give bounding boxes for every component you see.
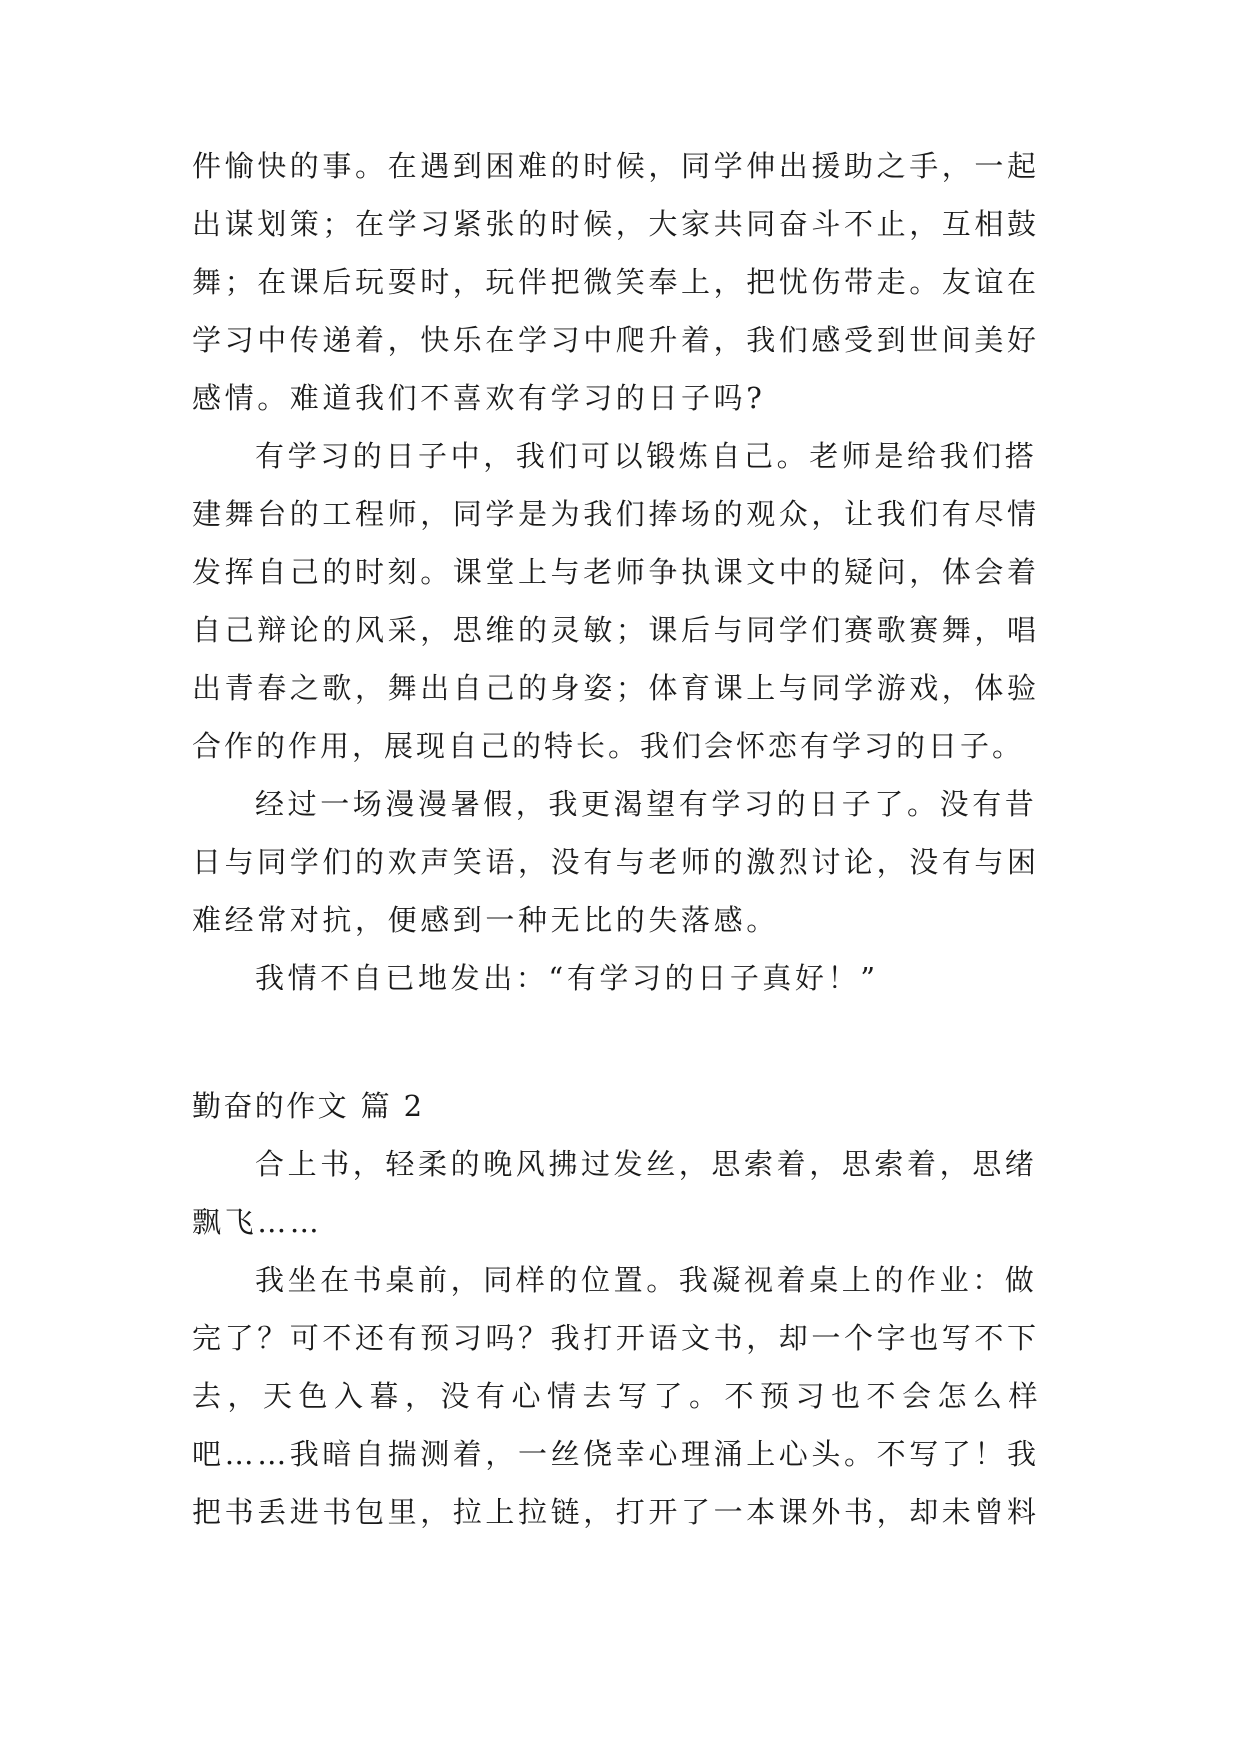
text-line: 去，天色入暮，没有心情去写了。不预习也不会怎么样 <box>192 1379 1045 1413</box>
text-line: 舞；在课后玩耍时，玩伴把微笑奉上，把忧伤带走。友谊在 <box>192 265 1040 299</box>
text-line: 难经常对抗，便感到一种无比的失落感。 <box>192 903 779 937</box>
text-line: 感情。难道我们不喜欢有学习的日子吗? <box>192 381 766 415</box>
text-line: 合作的作用，展现自己的特长。我们会怀恋有学习的日子。 <box>192 729 1025 763</box>
text-line: 自己辩论的风采，思维的灵敏；课后与同学们赛歌赛舞，唱 <box>192 613 1040 647</box>
text-line: 日与同学们的欢声笑语，没有与老师的激烈讨论，没有与困 <box>192 845 1040 879</box>
text-line: 发挥自己的时刻。课堂上与老师争执课文中的疑问，体会着 <box>192 555 1040 589</box>
paragraph-first-line: 我情不自已地发出：“有学习的日子真好！” <box>255 961 879 995</box>
text-line: 完了？可不还有预习吗？我打开语文书，却一个字也写不下 <box>192 1321 1040 1355</box>
text-line: 出谋划策；在学习紧张的时候，大家共同奋斗不止，互相鼓 <box>192 207 1040 241</box>
section-heading: 勤奋的作文 篇 2 <box>192 1089 425 1123</box>
text-line: 件愉快的事。在遇到困难的时候，同学伸出援助之手，一起 <box>192 149 1040 183</box>
text-line: 吧……我暗自揣测着，一丝侥幸心理涌上心头。不写了！我 <box>192 1437 1040 1471</box>
paragraph-first-line: 我坐在书桌前，同样的位置。我凝视着桌上的作业：做 <box>255 1263 1038 1297</box>
paragraph-first-line: 经过一场漫漫暑假，我更渴望有学习的日子了。没有昔 <box>255 787 1038 821</box>
text-line: 学习中传递着，快乐在学习中爬升着，我们感受到世间美好 <box>192 323 1040 357</box>
paragraph-first-line: 合上书，轻柔的晚风拂过发丝，思索着，思索着，思绪 <box>255 1147 1038 1181</box>
text-line: 飘飞…… <box>192 1205 323 1239</box>
text-line: 建舞台的工程师，同学是为我们捧场的观众，让我们有尽情 <box>192 497 1040 531</box>
paragraph-first-line: 有学习的日子中，我们可以锻炼自己。老师是给我们搭 <box>255 439 1038 473</box>
text-line: 把书丢进书包里，拉上拉链，打开了一本课外书，却未曾料 <box>192 1495 1040 1529</box>
text-line: 出青春之歌，舞出自己的身姿；体育课上与同学游戏，体验 <box>192 671 1040 705</box>
